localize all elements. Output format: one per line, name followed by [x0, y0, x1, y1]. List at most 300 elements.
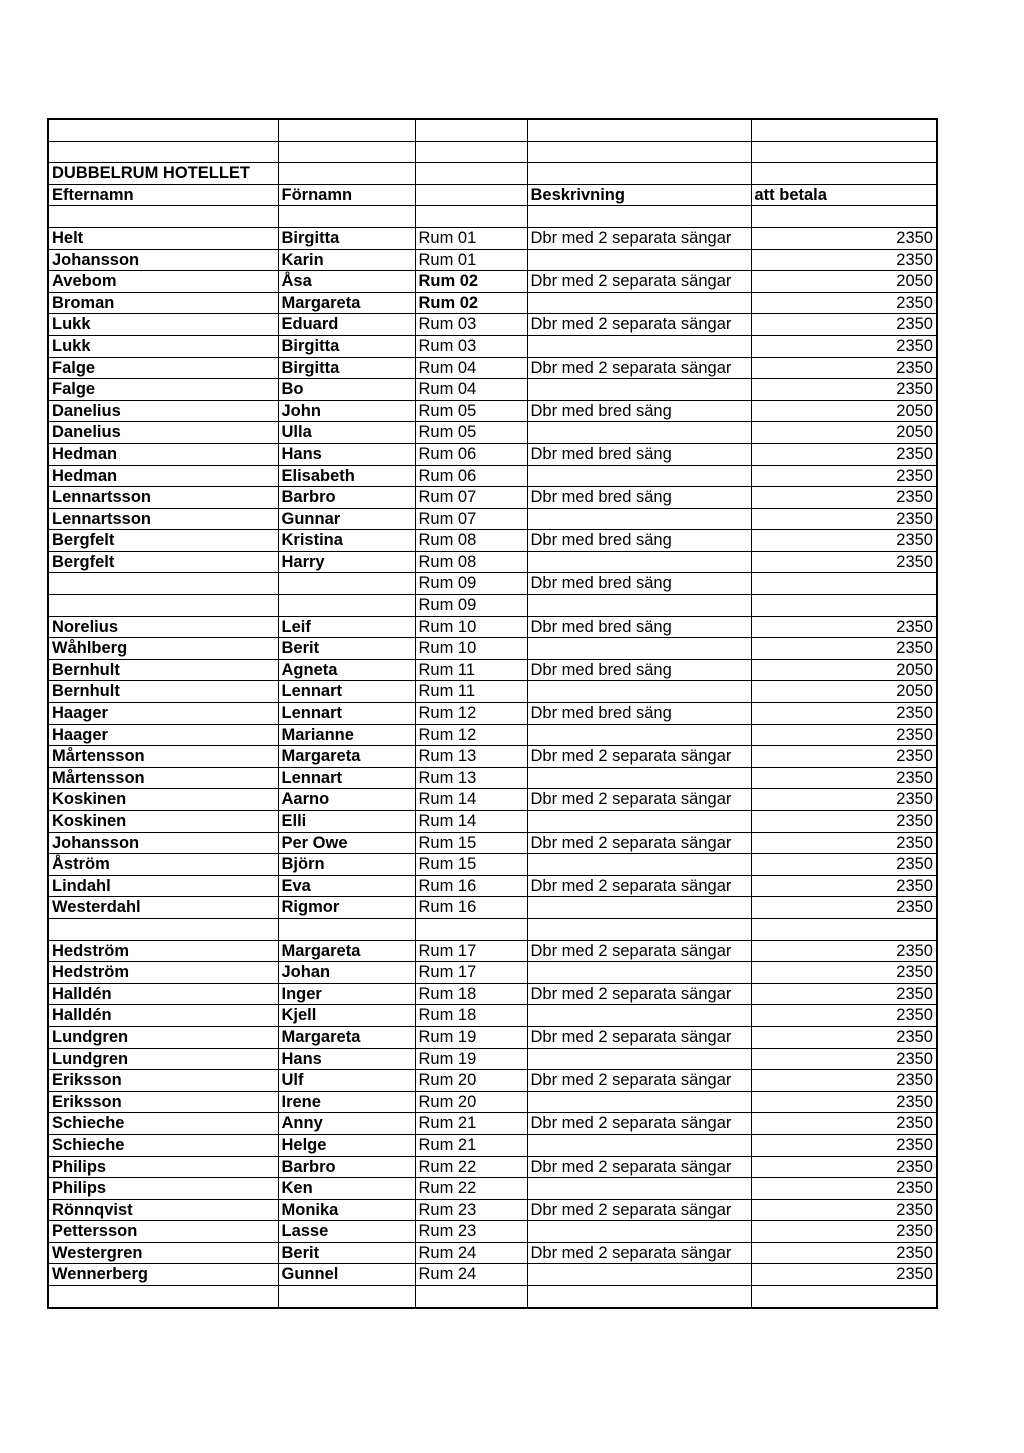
table-row — [48, 1113, 937, 1135]
table-row — [48, 465, 937, 487]
cell-efternamn: Åström — [48, 854, 278, 876]
cell-rum: Rum 09 — [415, 573, 527, 595]
cell-beskrivning: Dbr med 2 separata sängar — [527, 314, 751, 336]
table-row — [48, 292, 937, 314]
cell-fornamn: Elisabeth — [278, 465, 415, 487]
cell-att-betala — [751, 573, 937, 595]
table-row — [48, 746, 937, 768]
table-row — [48, 1242, 937, 1264]
cell-att-betala: 2350 — [751, 227, 937, 249]
table-row — [48, 227, 937, 249]
empty-cell — [527, 206, 751, 228]
cell-efternamn: Wåhlberg — [48, 638, 278, 660]
cell-att-betala: 2050 — [751, 681, 937, 703]
cell-rum: Rum 07 — [415, 508, 527, 530]
cell-rum: Rum 18 — [415, 983, 527, 1005]
cell-rum: Rum 08 — [415, 530, 527, 552]
cell-efternamn — [48, 918, 278, 940]
cell-beskrivning: Dbr med bred säng — [527, 573, 751, 595]
cell-fornamn: Ken — [278, 1178, 415, 1200]
cell-efternamn: Lukk — [48, 314, 278, 336]
spacer-row — [48, 119, 937, 141]
cell-beskrivning: Dbr med 2 separata sängar — [527, 1026, 751, 1048]
cell-att-betala: 2350 — [751, 379, 937, 401]
cell-efternamn: Falge — [48, 379, 278, 401]
cell-fornamn: Margareta — [278, 746, 415, 768]
table-row — [48, 487, 937, 509]
cell-fornamn: Inger — [278, 983, 415, 1005]
cell-fornamn: Berit — [278, 1242, 415, 1264]
cell-att-betala: 2350 — [751, 508, 937, 530]
cell-att-betala: 2350 — [751, 1026, 937, 1048]
cell-efternamn: Avebom — [48, 271, 278, 293]
cell-rum: Rum 13 — [415, 746, 527, 768]
empty-cell — [278, 163, 415, 185]
cell-beskrivning: Dbr med 2 separata sängar — [527, 746, 751, 768]
cell-efternamn — [48, 573, 278, 595]
cell-att-betala: 2350 — [751, 1048, 937, 1070]
cell-efternamn: Bernhult — [48, 659, 278, 681]
table-row — [48, 681, 937, 703]
cell-efternamn: Haager — [48, 703, 278, 725]
cell-att-betala: 2350 — [751, 962, 937, 984]
empty-cell — [751, 119, 937, 141]
cell-rum: Rum 23 — [415, 1221, 527, 1243]
empty-cell — [48, 1286, 278, 1308]
cell-efternamn: Johansson — [48, 832, 278, 854]
empty-cell — [415, 206, 527, 228]
cell-beskrivning — [527, 811, 751, 833]
cell-beskrivning — [527, 1134, 751, 1156]
cell-fornamn: Helge — [278, 1134, 415, 1156]
cell-rum: Rum 04 — [415, 357, 527, 379]
cell-rum: Rum 03 — [415, 314, 527, 336]
cell-att-betala: 2350 — [751, 1091, 937, 1113]
empty-cell — [527, 1286, 751, 1308]
cell-beskrivning — [527, 962, 751, 984]
cell-efternamn: Schieche — [48, 1134, 278, 1156]
cell-beskrivning: Dbr med 2 separata sängar — [527, 271, 751, 293]
cell-fornamn — [278, 595, 415, 617]
table-row — [48, 1005, 937, 1027]
table-row — [48, 271, 937, 293]
cell-efternamn: Koskinen — [48, 789, 278, 811]
cell-rum: Rum 12 — [415, 703, 527, 725]
cell-beskrivning — [527, 249, 751, 271]
cell-fornamn: Lennart — [278, 703, 415, 725]
table-row — [48, 983, 937, 1005]
cell-fornamn — [278, 573, 415, 595]
cell-fornamn: Lennart — [278, 681, 415, 703]
cell-att-betala: 2350 — [751, 357, 937, 379]
cell-beskrivning: Dbr med 2 separata sängar — [527, 789, 751, 811]
table-row — [48, 357, 937, 379]
cell-efternamn — [48, 595, 278, 617]
cell-rum: Rum 12 — [415, 724, 527, 746]
cell-beskrivning: Dbr med bred säng — [527, 530, 751, 552]
cell-fornamn: Kristina — [278, 530, 415, 552]
cell-efternamn: Hedström — [48, 962, 278, 984]
cell-beskrivning — [527, 422, 751, 444]
cell-efternamn: Pettersson — [48, 1221, 278, 1243]
cell-beskrivning: Dbr med 2 separata sängar — [527, 1156, 751, 1178]
cell-fornamn: Rigmor — [278, 897, 415, 919]
cell-efternamn: Halldén — [48, 983, 278, 1005]
table-row — [48, 1264, 937, 1286]
cell-efternamn: Johansson — [48, 249, 278, 271]
cell-fornamn: Hans — [278, 1048, 415, 1070]
cell-fornamn: Marianne — [278, 724, 415, 746]
cell-fornamn: Margareta — [278, 1026, 415, 1048]
table-row — [48, 530, 937, 552]
cell-rum: Rum 17 — [415, 940, 527, 962]
cell-att-betala: 2350 — [751, 811, 937, 833]
cell-rum: Rum 17 — [415, 962, 527, 984]
cell-rum: Rum 15 — [415, 854, 527, 876]
cell-rum: Rum 09 — [415, 595, 527, 617]
cell-fornamn: Elli — [278, 811, 415, 833]
cell-att-betala: 2350 — [751, 746, 937, 768]
cell-beskrivning — [527, 897, 751, 919]
table-row — [48, 1199, 937, 1221]
cell-rum: Rum 20 — [415, 1070, 527, 1092]
cell-rum — [415, 918, 527, 940]
cell-att-betala: 2350 — [751, 897, 937, 919]
cell-efternamn: Eriksson — [48, 1070, 278, 1092]
cell-fornamn: Lennart — [278, 767, 415, 789]
cell-fornamn: Birgitta — [278, 357, 415, 379]
cell-efternamn: Bergfelt — [48, 530, 278, 552]
cell-beskrivning — [527, 681, 751, 703]
cell-rum: Rum 02 — [415, 271, 527, 293]
cell-beskrivning: Dbr med bred säng — [527, 443, 751, 465]
table-row — [48, 314, 937, 336]
empty-cell — [527, 141, 751, 163]
cell-beskrivning: Dbr med bred säng — [527, 487, 751, 509]
empty-cell — [278, 1286, 415, 1308]
cell-beskrivning: Dbr med bred säng — [527, 400, 751, 422]
cell-fornamn: Eva — [278, 875, 415, 897]
cell-rum: Rum 18 — [415, 1005, 527, 1027]
empty-cell — [415, 1286, 527, 1308]
table-row — [48, 1091, 937, 1113]
empty-cell — [751, 141, 937, 163]
cell-att-betala: 2350 — [751, 487, 937, 509]
cell-rum: Rum 07 — [415, 487, 527, 509]
empty-cell — [527, 119, 751, 141]
cell-rum: Rum 22 — [415, 1156, 527, 1178]
cell-att-betala: 2050 — [751, 659, 937, 681]
cell-beskrivning: Dbr med 2 separata sängar — [527, 875, 751, 897]
cell-rum: Rum 13 — [415, 767, 527, 789]
cell-rum: Rum 24 — [415, 1242, 527, 1264]
cell-efternamn: Hedman — [48, 443, 278, 465]
cell-fornamn: Lasse — [278, 1221, 415, 1243]
empty-cell — [415, 141, 527, 163]
cell-beskrivning — [527, 767, 751, 789]
header-efternamn: Efternamn — [48, 184, 278, 206]
cell-att-betala: 2350 — [751, 1070, 937, 1092]
cell-efternamn: Philips — [48, 1156, 278, 1178]
cell-att-betala: 2350 — [751, 703, 937, 725]
cell-rum: Rum 11 — [415, 659, 527, 681]
cell-fornamn: Hans — [278, 443, 415, 465]
cell-att-betala: 2350 — [751, 551, 937, 573]
cell-beskrivning — [527, 379, 751, 401]
table-row — [48, 918, 937, 940]
table-row — [48, 703, 937, 725]
cell-beskrivning — [527, 724, 751, 746]
cell-efternamn: Bergfelt — [48, 551, 278, 573]
cell-att-betala: 2350 — [751, 530, 937, 552]
empty-cell — [48, 119, 278, 141]
cell-fornamn: Anny — [278, 1113, 415, 1135]
cell-att-betala: 2350 — [751, 1264, 937, 1286]
cell-beskrivning — [527, 854, 751, 876]
cell-beskrivning: Dbr med bred säng — [527, 616, 751, 638]
table-row — [48, 573, 937, 595]
cell-efternamn: Danelius — [48, 422, 278, 444]
table-row — [48, 1070, 937, 1092]
table-row — [48, 767, 937, 789]
cell-fornamn: Irene — [278, 1091, 415, 1113]
cell-efternamn: Halldén — [48, 1005, 278, 1027]
cell-beskrivning — [527, 638, 751, 660]
cell-efternamn: Wennerberg — [48, 1264, 278, 1286]
cell-fornamn: Bo — [278, 379, 415, 401]
cell-beskrivning: Dbr med 2 separata sängar — [527, 983, 751, 1005]
cell-efternamn: Hedman — [48, 465, 278, 487]
cell-efternamn: Mårtensson — [48, 746, 278, 768]
cell-efternamn: Helt — [48, 227, 278, 249]
cell-efternamn: Bernhult — [48, 681, 278, 703]
cell-fornamn: Barbro — [278, 487, 415, 509]
cell-rum: Rum 04 — [415, 379, 527, 401]
cell-beskrivning — [527, 1264, 751, 1286]
cell-fornamn: Monika — [278, 1199, 415, 1221]
cell-efternamn: Haager — [48, 724, 278, 746]
cell-rum: Rum 14 — [415, 811, 527, 833]
cell-efternamn: Norelius — [48, 616, 278, 638]
empty-cell — [415, 163, 527, 185]
cell-att-betala: 2350 — [751, 1005, 937, 1027]
cell-fornamn: Aarno — [278, 789, 415, 811]
cell-beskrivning — [527, 1221, 751, 1243]
table-body — [48, 119, 937, 1308]
cell-att-betala — [751, 918, 937, 940]
cell-fornamn: Agneta — [278, 659, 415, 681]
cell-beskrivning — [527, 918, 751, 940]
spacer-row — [48, 206, 937, 228]
cell-att-betala: 2350 — [751, 1221, 937, 1243]
table-row — [48, 854, 937, 876]
cell-att-betala: 2350 — [751, 875, 937, 897]
cell-efternamn: Westerdahl — [48, 897, 278, 919]
cell-beskrivning — [527, 292, 751, 314]
cell-rum: Rum 20 — [415, 1091, 527, 1113]
header-att-betala: att betala — [751, 184, 937, 206]
cell-att-betala: 2350 — [751, 335, 937, 357]
cell-beskrivning: Dbr med bred säng — [527, 659, 751, 681]
table-row — [48, 638, 937, 660]
cell-efternamn: Lundgren — [48, 1026, 278, 1048]
cell-fornamn: Åsa — [278, 271, 415, 293]
cell-efternamn: Mårtensson — [48, 767, 278, 789]
cell-beskrivning: Dbr med bred säng — [527, 703, 751, 725]
cell-att-betala: 2350 — [751, 1178, 937, 1200]
cell-efternamn: Lundgren — [48, 1048, 278, 1070]
cell-beskrivning: Dbr med 2 separata sängar — [527, 227, 751, 249]
table-row — [48, 379, 937, 401]
cell-efternamn: Danelius — [48, 400, 278, 422]
cell-rum: Rum 06 — [415, 443, 527, 465]
cell-rum: Rum 11 — [415, 681, 527, 703]
cell-efternamn: Lindahl — [48, 875, 278, 897]
empty-cell — [415, 119, 527, 141]
table-row — [48, 508, 937, 530]
cell-fornamn: Margareta — [278, 940, 415, 962]
cell-att-betala: 2050 — [751, 271, 937, 293]
table-row — [48, 249, 937, 271]
cell-att-betala: 2350 — [751, 465, 937, 487]
cell-beskrivning: Dbr med 2 separata sängar — [527, 832, 751, 854]
cell-fornamn: Harry — [278, 551, 415, 573]
table-row — [48, 1178, 937, 1200]
table-row — [48, 335, 937, 357]
table-row — [48, 616, 937, 638]
cell-fornamn: Leif — [278, 616, 415, 638]
cell-efternamn: Philips — [48, 1178, 278, 1200]
table-row — [48, 400, 937, 422]
table-row — [48, 443, 937, 465]
cell-fornamn: Ulla — [278, 422, 415, 444]
empty-cell — [527, 163, 751, 185]
room-list-table — [47, 118, 938, 1309]
cell-beskrivning: Dbr med 2 separata sängar — [527, 357, 751, 379]
cell-beskrivning — [527, 1048, 751, 1070]
cell-beskrivning — [527, 465, 751, 487]
cell-efternamn: Hedström — [48, 940, 278, 962]
cell-fornamn: Birgitta — [278, 227, 415, 249]
table-row — [48, 724, 937, 746]
cell-efternamn: Lukk — [48, 335, 278, 357]
table-row — [48, 551, 937, 573]
cell-fornamn: Margareta — [278, 292, 415, 314]
spacer-row — [48, 1286, 937, 1308]
cell-efternamn: Broman — [48, 292, 278, 314]
empty-cell — [48, 206, 278, 228]
cell-att-betala — [751, 595, 937, 617]
document-title: DUBBELRUM HOTELLET — [48, 163, 278, 185]
empty-cell — [751, 1286, 937, 1308]
cell-att-betala: 2350 — [751, 249, 937, 271]
cell-att-betala: 2350 — [751, 1199, 937, 1221]
cell-rum: Rum 14 — [415, 789, 527, 811]
empty-cell — [278, 141, 415, 163]
header-beskrivning: Beskrivning — [527, 184, 751, 206]
cell-att-betala: 2350 — [751, 724, 937, 746]
cell-att-betala: 2350 — [751, 616, 937, 638]
cell-fornamn: Ulf — [278, 1070, 415, 1092]
cell-beskrivning — [527, 595, 751, 617]
cell-beskrivning — [527, 335, 751, 357]
table-row — [48, 789, 937, 811]
cell-rum: Rum 21 — [415, 1134, 527, 1156]
cell-rum: Rum 01 — [415, 227, 527, 249]
empty-cell — [751, 206, 937, 228]
table-row — [48, 811, 937, 833]
cell-att-betala: 2350 — [751, 1134, 937, 1156]
cell-beskrivning: Dbr med 2 separata sängar — [527, 1070, 751, 1092]
cell-efternamn: Schieche — [48, 1113, 278, 1135]
cell-fornamn: Johan — [278, 962, 415, 984]
table-row — [48, 595, 937, 617]
cell-fornamn: Kjell — [278, 1005, 415, 1027]
cell-att-betala: 2350 — [751, 292, 937, 314]
table-row — [48, 1048, 937, 1070]
empty-cell — [278, 119, 415, 141]
cell-rum: Rum 22 — [415, 1178, 527, 1200]
cell-att-betala: 2050 — [751, 422, 937, 444]
table-row — [48, 832, 937, 854]
cell-fornamn: Björn — [278, 854, 415, 876]
empty-cell — [278, 206, 415, 228]
cell-efternamn: Rönnqvist — [48, 1199, 278, 1221]
cell-rum: Rum 15 — [415, 832, 527, 854]
cell-rum: Rum 19 — [415, 1026, 527, 1048]
table-row — [48, 1134, 937, 1156]
cell-efternamn: Westergren — [48, 1242, 278, 1264]
cell-fornamn: Berit — [278, 638, 415, 660]
cell-fornamn: Gunnar — [278, 508, 415, 530]
cell-rum: Rum 10 — [415, 638, 527, 660]
cell-att-betala: 2350 — [751, 854, 937, 876]
cell-efternamn: Eriksson — [48, 1091, 278, 1113]
cell-beskrivning — [527, 508, 751, 530]
cell-att-betala: 2350 — [751, 789, 937, 811]
cell-rum: Rum 10 — [415, 616, 527, 638]
cell-beskrivning: Dbr med 2 separata sängar — [527, 940, 751, 962]
title-row — [48, 163, 937, 185]
table-row — [48, 875, 937, 897]
table-row — [48, 1156, 937, 1178]
cell-rum: Rum 08 — [415, 551, 527, 573]
cell-att-betala: 2350 — [751, 1242, 937, 1264]
cell-att-betala: 2350 — [751, 638, 937, 660]
cell-rum: Rum 16 — [415, 875, 527, 897]
empty-cell — [751, 163, 937, 185]
cell-rum: Rum 01 — [415, 249, 527, 271]
cell-beskrivning — [527, 551, 751, 573]
cell-rum: Rum 21 — [415, 1113, 527, 1135]
cell-fornamn: Gunnel — [278, 1264, 415, 1286]
cell-efternamn: Falge — [48, 357, 278, 379]
cell-fornamn: John — [278, 400, 415, 422]
table-row — [48, 940, 937, 962]
spacer-row — [48, 141, 937, 163]
cell-att-betala: 2350 — [751, 314, 937, 336]
header-row — [48, 184, 937, 206]
cell-beskrivning: Dbr med 2 separata sängar — [527, 1199, 751, 1221]
cell-att-betala: 2350 — [751, 832, 937, 854]
cell-rum: Rum 05 — [415, 422, 527, 444]
cell-att-betala: 2050 — [751, 400, 937, 422]
table-row — [48, 1221, 937, 1243]
cell-att-betala: 2350 — [751, 767, 937, 789]
cell-fornamn: Birgitta — [278, 335, 415, 357]
cell-att-betala: 2350 — [751, 1113, 937, 1135]
empty-cell — [48, 141, 278, 163]
